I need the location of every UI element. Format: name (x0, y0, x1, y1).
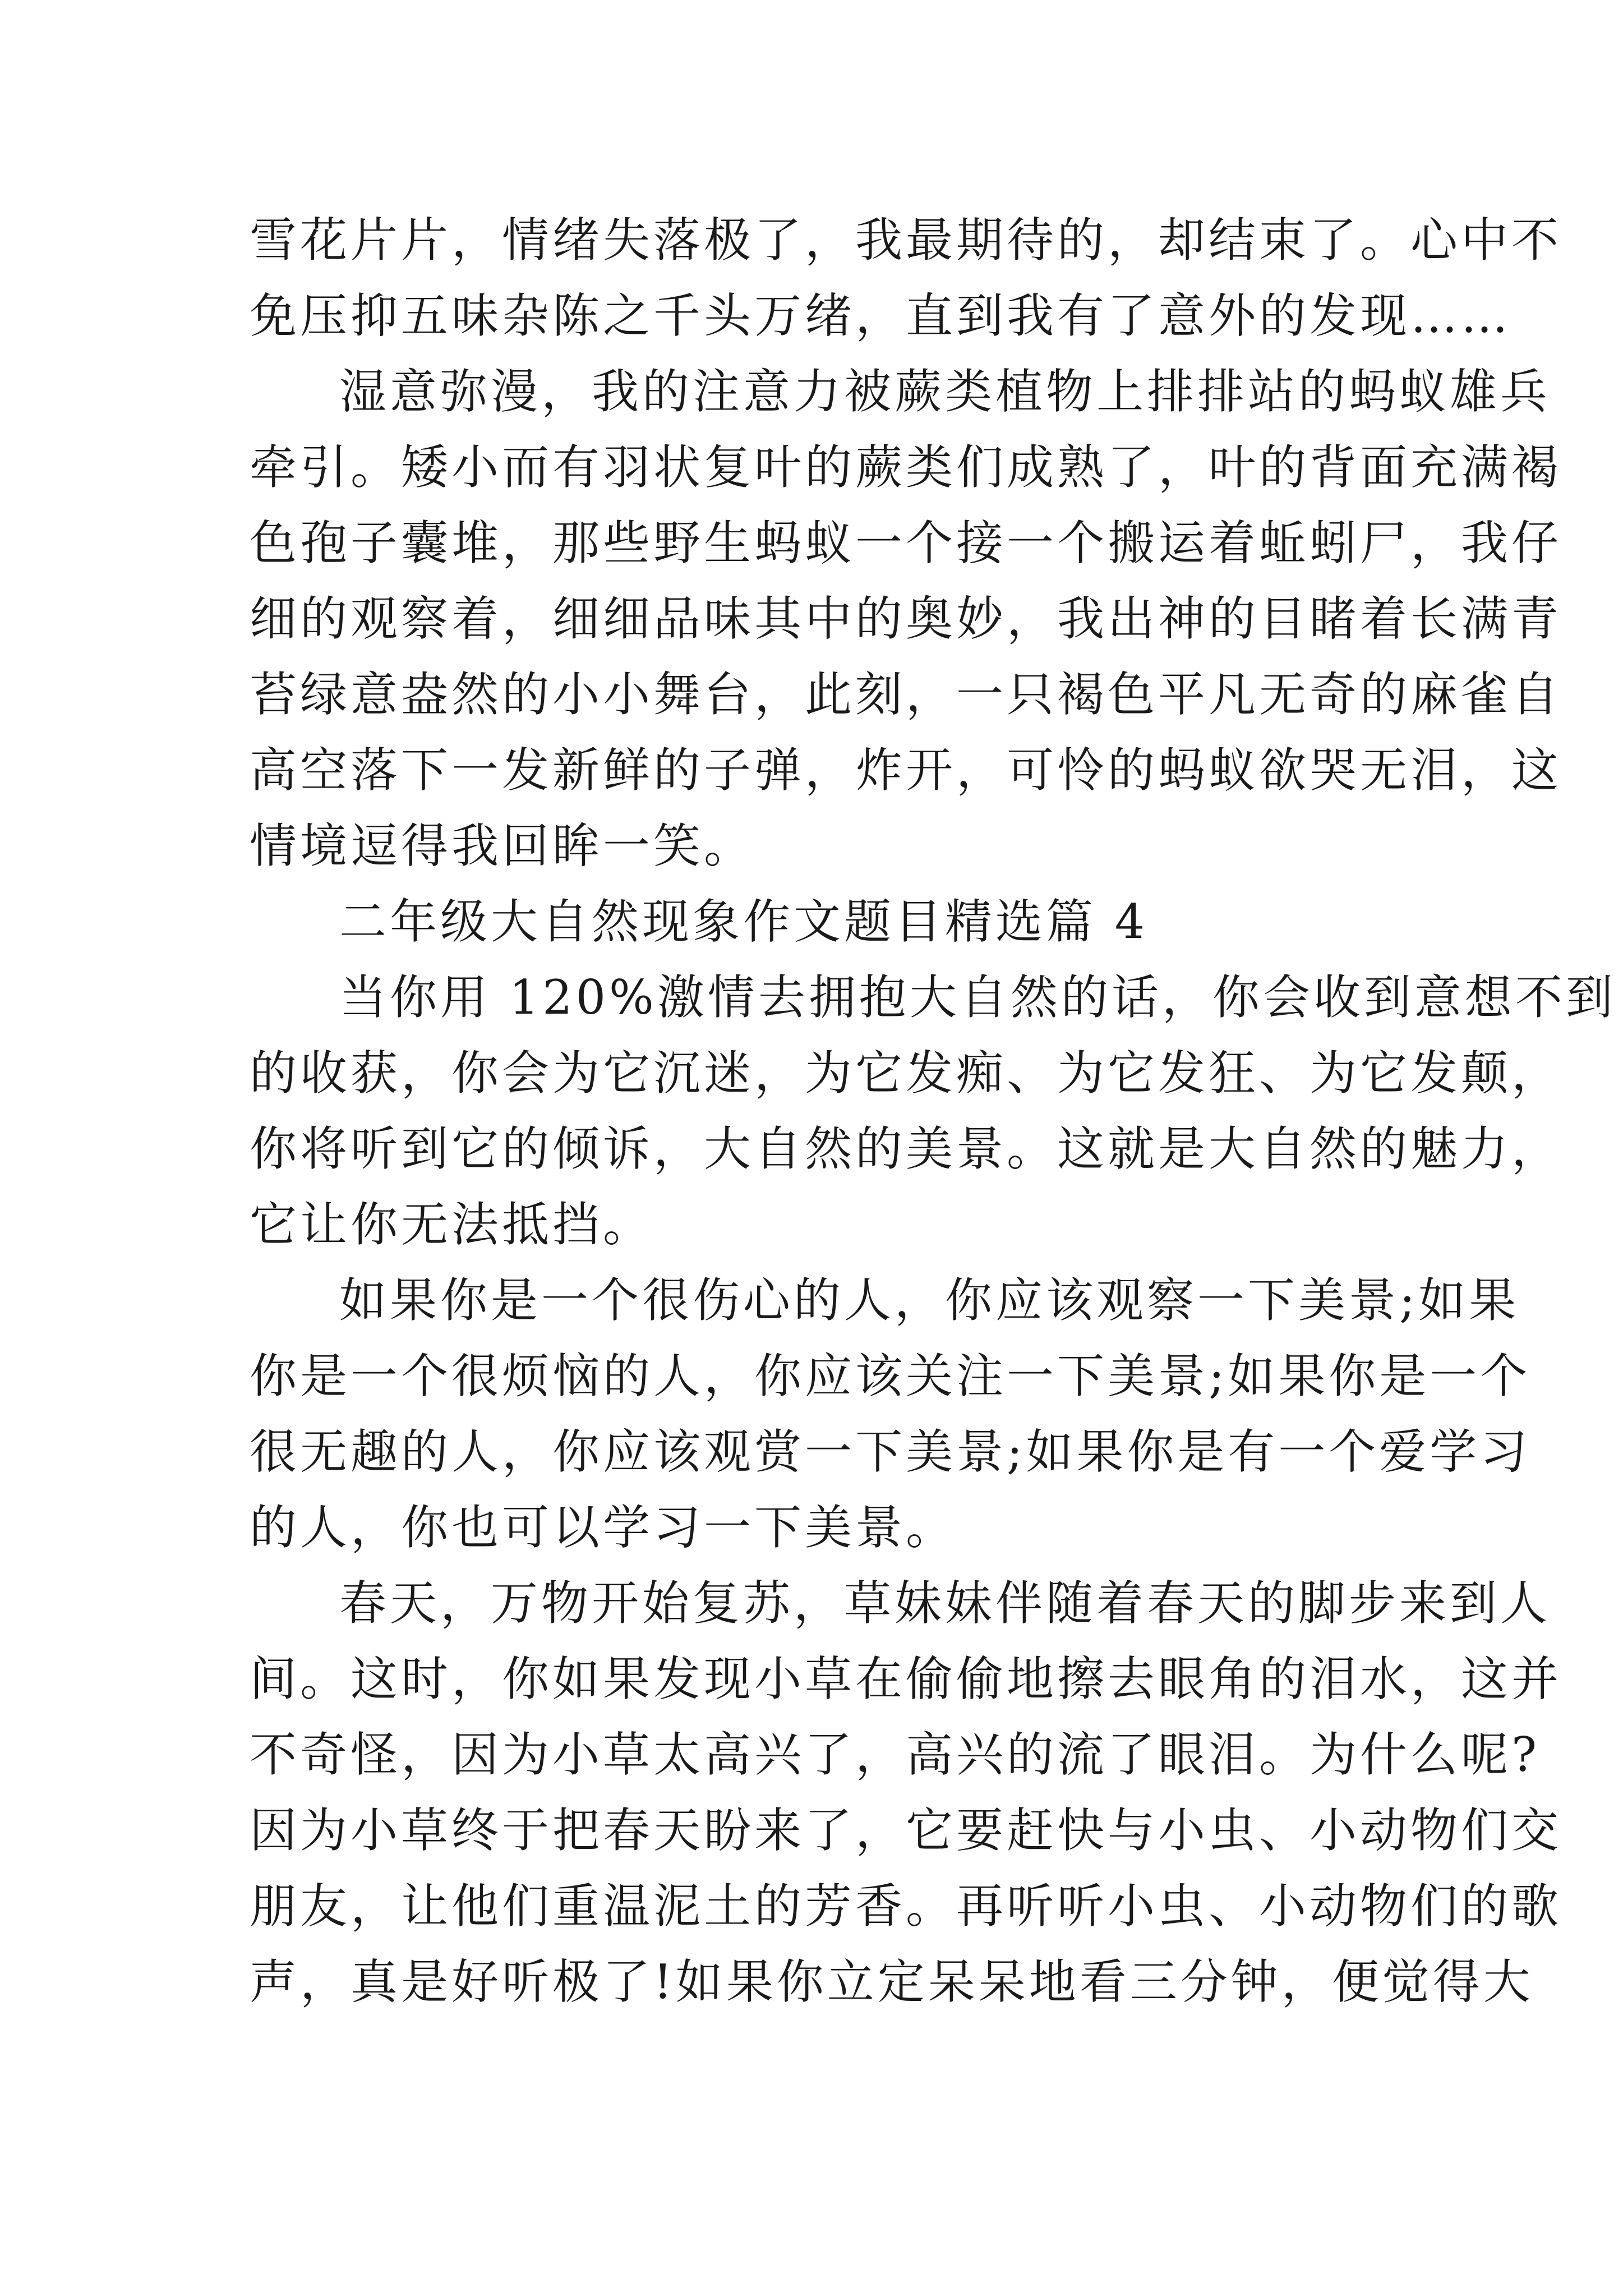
text-line: 你是一个很烦恼的人，你应该关注一下美景;如果你是一个 (250, 1349, 1531, 1404)
text-line: 苔绿意盎然的小小舞台，此刻，一只褐色平凡无奇的麻雀自 (250, 667, 1562, 722)
text-line: 因为小草终于把春天盼来了，它要赶快与小虫、小动物们交 (250, 1803, 1562, 1858)
text-line: 细的观察着，细细品味其中的奥妙，我出神的目睹着长满青 (250, 591, 1562, 646)
text-line: 情境逗得我回眸一笑。 (250, 818, 755, 873)
section-heading: 二年级大自然现象作文题目精选篇 4 (339, 894, 1149, 949)
text-line: 免压抑五味杂陈之千头万绪，直到我有了意外的发现…… (250, 288, 1512, 343)
paragraph-start-line: 湿意弥漫，我的注意力被蕨类植物上排排站的蚂蚁雄兵 (339, 364, 1551, 419)
paragraph-start-line: 当你用 120%激情去拥抱大自然的话，你会收到意想不到 (339, 970, 1616, 1025)
text-line: 声，真是好听极了!如果你立定呆呆地看三分钟，便觉得大 (250, 1954, 1534, 2009)
text-line: 的人，你也可以学习一下美景。 (250, 1500, 957, 1555)
text-line: 雪花片片，情绪失落极了，我最期待的，却结束了。心中不 (250, 213, 1562, 268)
text-line: 间。这时，你如果发现小草在偷偷地擦去眼角的泪水，这并 (250, 1651, 1562, 1706)
paragraph-start-line: 春天，万物开始复苏，草妹妹伴随着春天的脚步来到人 (339, 1576, 1551, 1631)
text-line: 的收获，你会为它沉迷，为它发痴、为它发狂、为它发颠， (250, 1046, 1562, 1101)
text-line: 你将听到它的倾诉，大自然的美景。这就是大自然的魅力， (250, 1121, 1562, 1176)
text-line: 不奇怪，因为小草太高兴了，高兴的流了眼泪。为什么呢? (250, 1727, 1541, 1782)
text-line: 朋友，让他们重温泥土的芳香。再听听小虫、小动物们的歌 (250, 1879, 1562, 1934)
text-line: 它让你无法抵挡。 (250, 1197, 654, 1252)
text-line: 高空落下一发新鲜的子弹，炸开，可怜的蚂蚁欲哭无泪，这 (250, 743, 1562, 798)
paragraph-start-line: 如果你是一个很伤心的人，你应该观察一下美景;如果 (339, 1273, 1520, 1328)
text-line: 色孢子囊堆，那些野生蚂蚁一个接一个搬运着蚯蚓尸，我仔 (250, 516, 1562, 570)
text-line: 很无趣的人，你应该观赏一下美景;如果你是有一个爱学习 (250, 1424, 1531, 1479)
text-line: 牵引。矮小而有羽状复叶的蕨类们成熟了，叶的背面充满褐 (250, 440, 1562, 495)
